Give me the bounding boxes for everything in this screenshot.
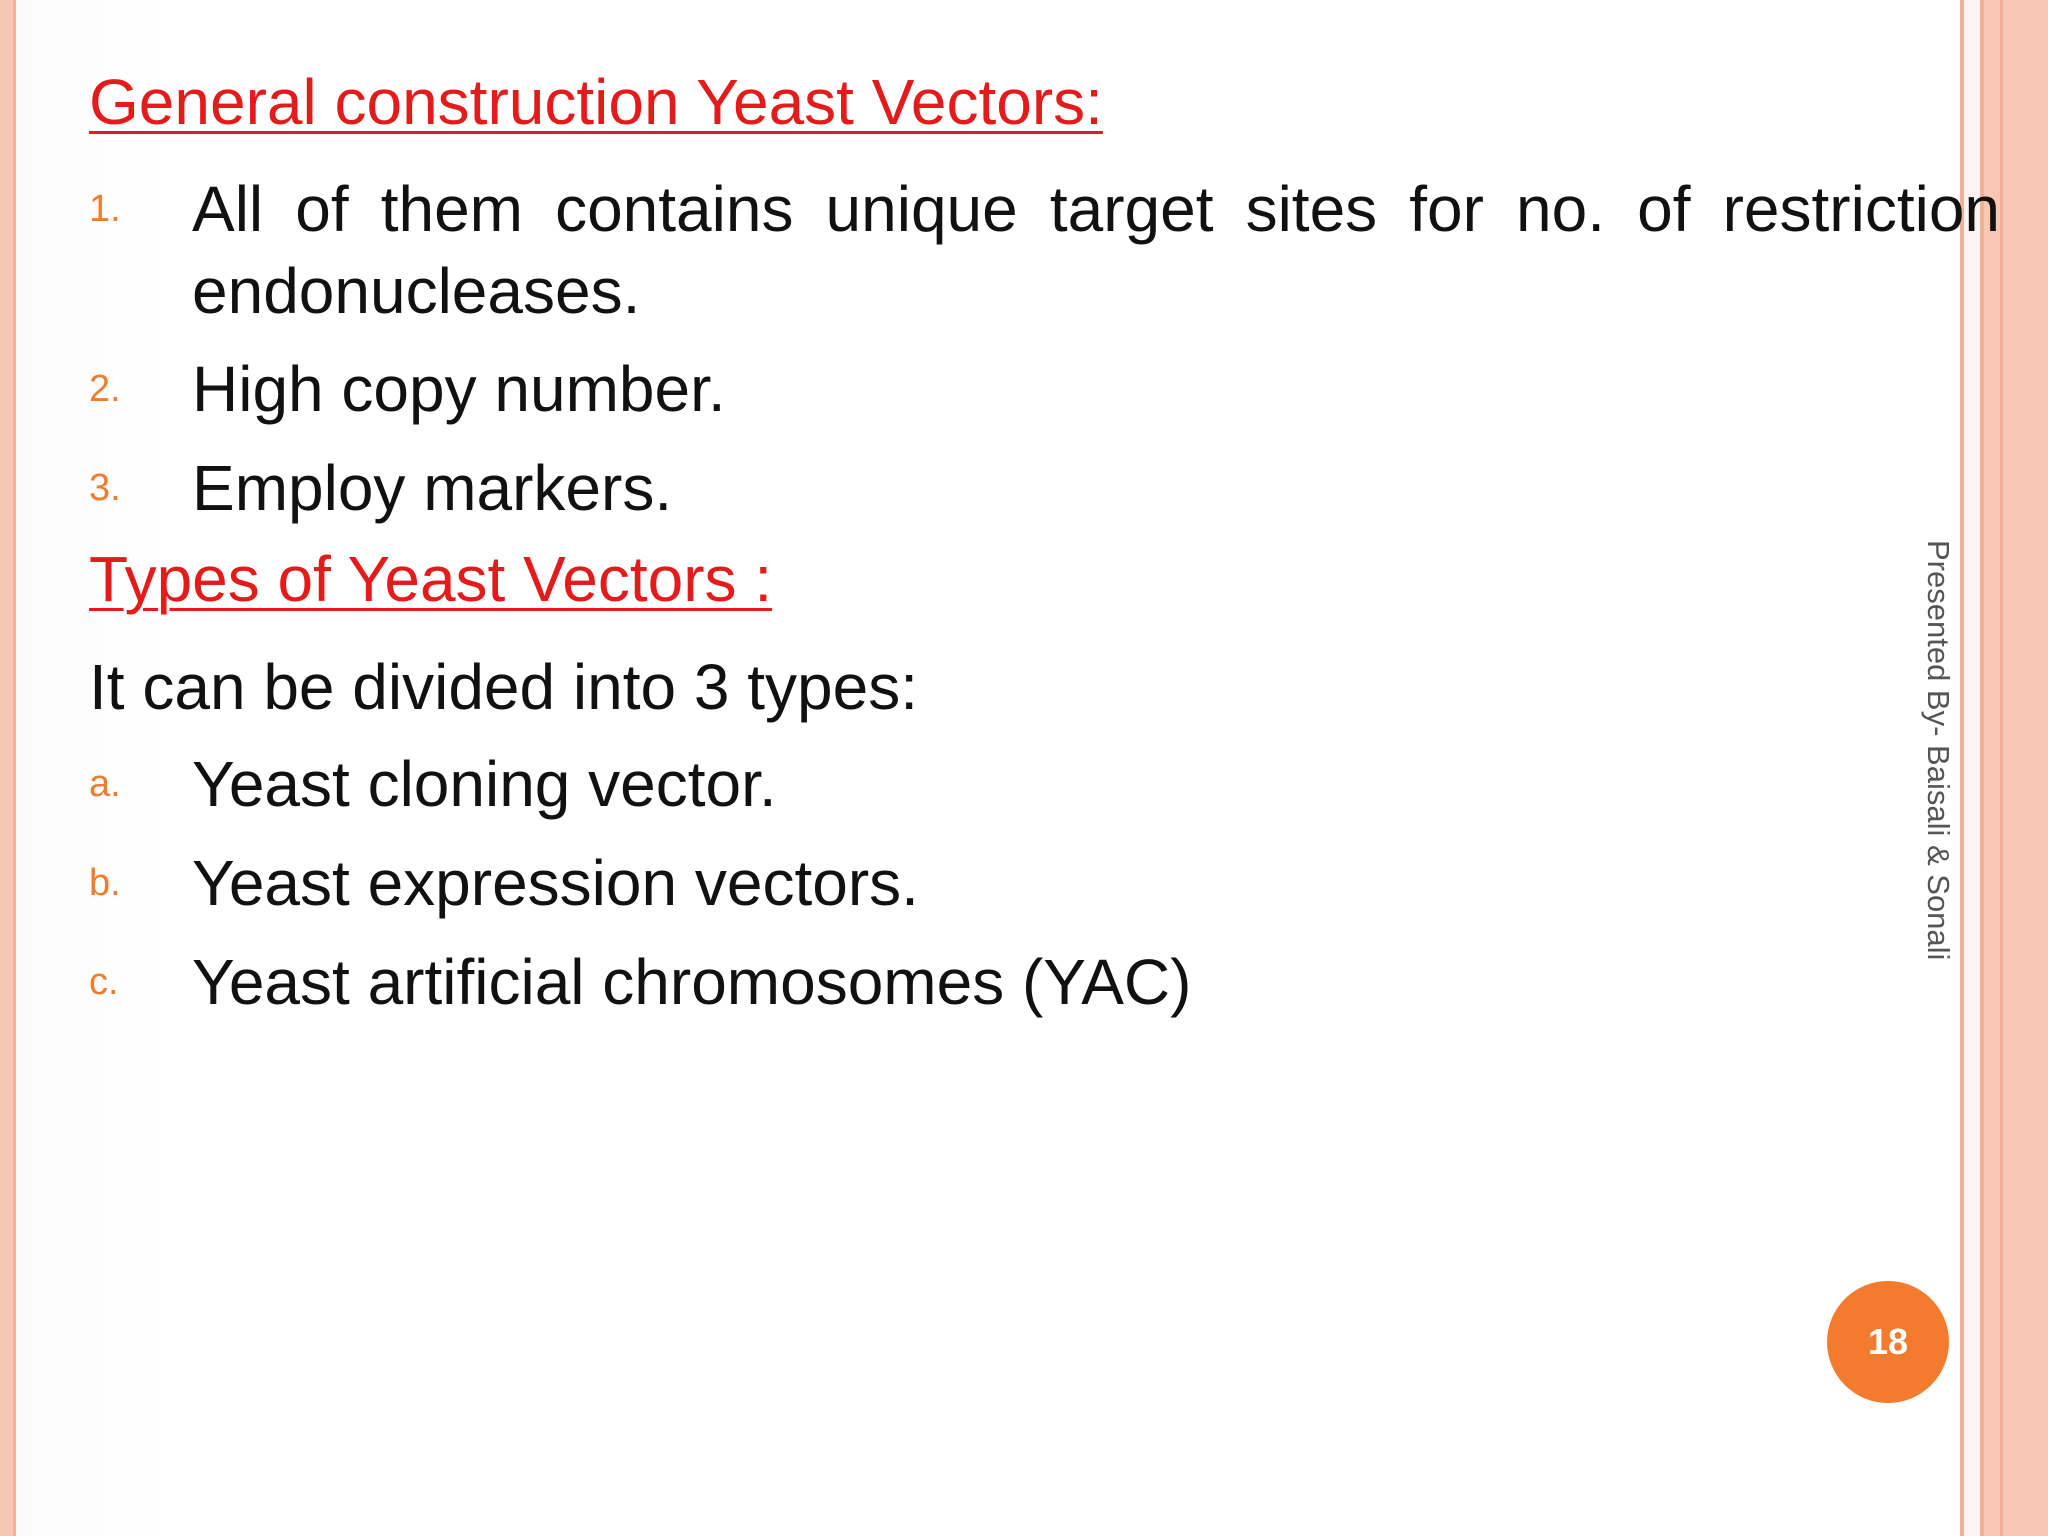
right-border-band-line	[2000, 0, 2003, 1536]
page-number: 18	[1867, 1321, 1909, 1362]
list-item-text: High copy number.	[192, 353, 726, 425]
presenter-credit: Presented By- Baisali & Sonali	[1921, 540, 1956, 961]
list-marker: a.	[89, 763, 121, 805]
list-item-text: Yeast expression vectors.	[192, 847, 919, 919]
list-marker: 2.	[89, 368, 121, 410]
list-marker: 1.	[89, 188, 121, 230]
list-item-text: Yeast artificial chromosomes (YAC)	[192, 946, 1192, 1018]
list-marker: b.	[89, 862, 121, 904]
page-number-badge	[1827, 1281, 1949, 1403]
left-border-strip	[0, 0, 13, 1536]
heading-general-construction: General construction Yeast Vectors:	[89, 66, 1103, 138]
list-item-text: All of them contains unique target sites for no. of restriction endonucleases.	[192, 173, 2000, 327]
list-marker: 3.	[89, 467, 121, 509]
list-item-text: Yeast cloning vector.	[192, 748, 777, 820]
types-intro-text: It can be divided into 3 types:	[89, 651, 918, 723]
heading-types-of-yeast-vectors: Types of Yeast Vectors :	[89, 543, 773, 615]
list-item-text: Employ markers.	[192, 452, 673, 524]
list-marker: c.	[89, 961, 119, 1003]
